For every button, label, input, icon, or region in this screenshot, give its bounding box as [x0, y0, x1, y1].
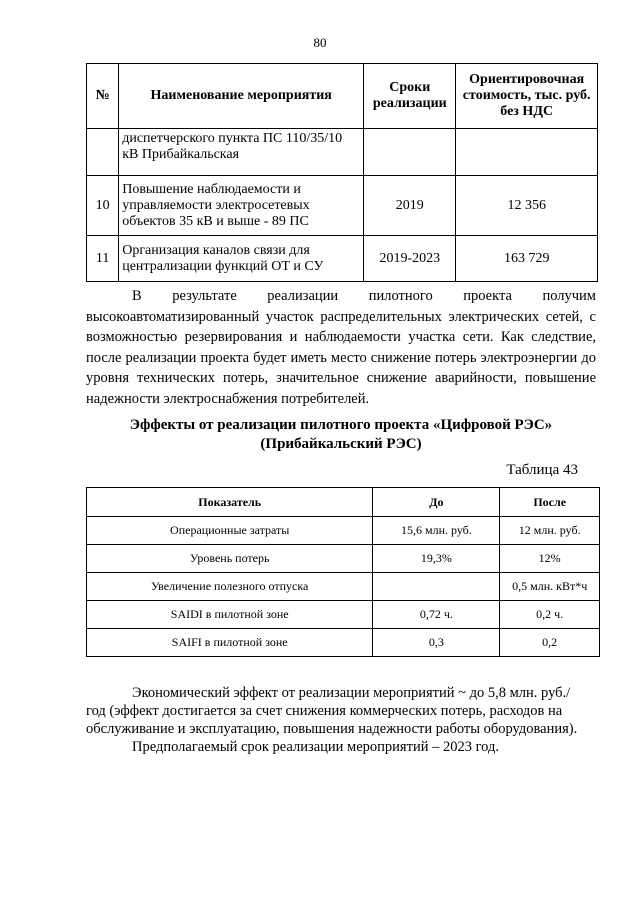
before-cell: 0,72 ч.	[373, 601, 500, 629]
col-indicator-header: Показатель	[87, 488, 373, 517]
col-after-header: После	[500, 488, 600, 517]
before-cell: 19,3%	[373, 545, 500, 573]
indicator-cell: Увеличение полезного отпуска	[87, 573, 373, 601]
col-cost-header: Ориентировочная стоимость, тыс. руб. без НДС	[456, 64, 598, 129]
effects-table	[86, 487, 600, 657]
before-cell: 15,6 млн. руб.	[373, 517, 500, 545]
table-row	[87, 236, 598, 282]
after-cell: 12 млн. руб.	[500, 517, 600, 545]
economic-effect-paragraph	[86, 684, 586, 756]
before-cell	[373, 573, 500, 601]
table-row	[87, 176, 598, 236]
table-header-row	[87, 488, 600, 517]
indicator-cell: SAIFI в пилотной зоне	[87, 629, 373, 657]
table-row	[87, 629, 600, 657]
measures-table	[86, 63, 598, 282]
after-cell: 0,2	[500, 629, 600, 657]
table-row	[87, 517, 600, 545]
indicator-cell: Операционные затраты	[87, 517, 373, 545]
row-period	[364, 129, 456, 176]
row-number	[87, 129, 119, 176]
result-paragraph-text: В результате реализации пилотного проекта получим высокоавтоматизированный участок распределительных электрических сетей, с возможностью резервирования и наблюдаемости участка сети. Как следствие, после реализации проекта будет иметь место снижение потерь электроэнергии до уровня технических потерь, значительное снижение аварийности, повышение надежности электроснабжения потребителей.	[86, 288, 596, 407]
table-row	[87, 129, 598, 176]
row-cost	[456, 129, 598, 176]
table-label: Таблица 43	[506, 462, 578, 478]
row-cost: 163 729	[456, 236, 598, 282]
row-cost: 12 356	[456, 176, 598, 236]
result-paragraph	[86, 286, 596, 409]
table-header-row	[87, 64, 598, 129]
row-name: Организация каналов связи для централизации функций ОТ и СУ	[119, 236, 364, 282]
section-title	[86, 416, 596, 454]
page-number: 80	[313, 35, 327, 50]
economic-effect-text: Экономический эффект от реализации мероприятий ~ до 5,8 млн. руб./год (эффект достигается за счет снижения коммерческих потерь, расходов на обслуживание и эксплуатацию, повышения надежности работы оборудования).	[86, 685, 578, 737]
row-number: 11	[87, 236, 119, 282]
col-name-header: Наименование мероприятия	[119, 64, 364, 129]
row-period: 2019-2023	[364, 236, 456, 282]
indicator-cell: Уровень потерь	[87, 545, 373, 573]
table-row	[87, 601, 600, 629]
after-cell: 0,5 млн. кВт*ч	[500, 573, 600, 601]
row-period: 2019	[364, 176, 456, 236]
table-row	[87, 573, 600, 601]
section-title-line1: Эффекты от реализации пилотного проекта «Цифровой РЭС»	[129, 417, 553, 433]
after-cell: 0,2 ч.	[500, 601, 600, 629]
after-cell: 12%	[500, 545, 600, 573]
col-before-header: До	[373, 488, 500, 517]
section-title-line2: (Прибайкальский РЭС)	[260, 436, 422, 452]
row-name: Повышение наблюдаемости и управляемости электросетевых объектов 35 кВ и выше - 89 ПС	[119, 176, 364, 236]
row-number: 10	[87, 176, 119, 236]
col-period-header: Сроки реализации	[364, 64, 456, 129]
implementation-period-text: Предполагаемый срок реализации мероприятий – 2023 год.	[132, 739, 500, 755]
indicator-cell: SAIDI в пилотной зоне	[87, 601, 373, 629]
table-row	[87, 545, 600, 573]
before-cell: 0,3	[373, 629, 500, 657]
col-number-header: №	[87, 64, 119, 129]
row-name: диспетчерского пункта ПС 110/35/10 кВ Прибайкальская	[119, 129, 364, 176]
